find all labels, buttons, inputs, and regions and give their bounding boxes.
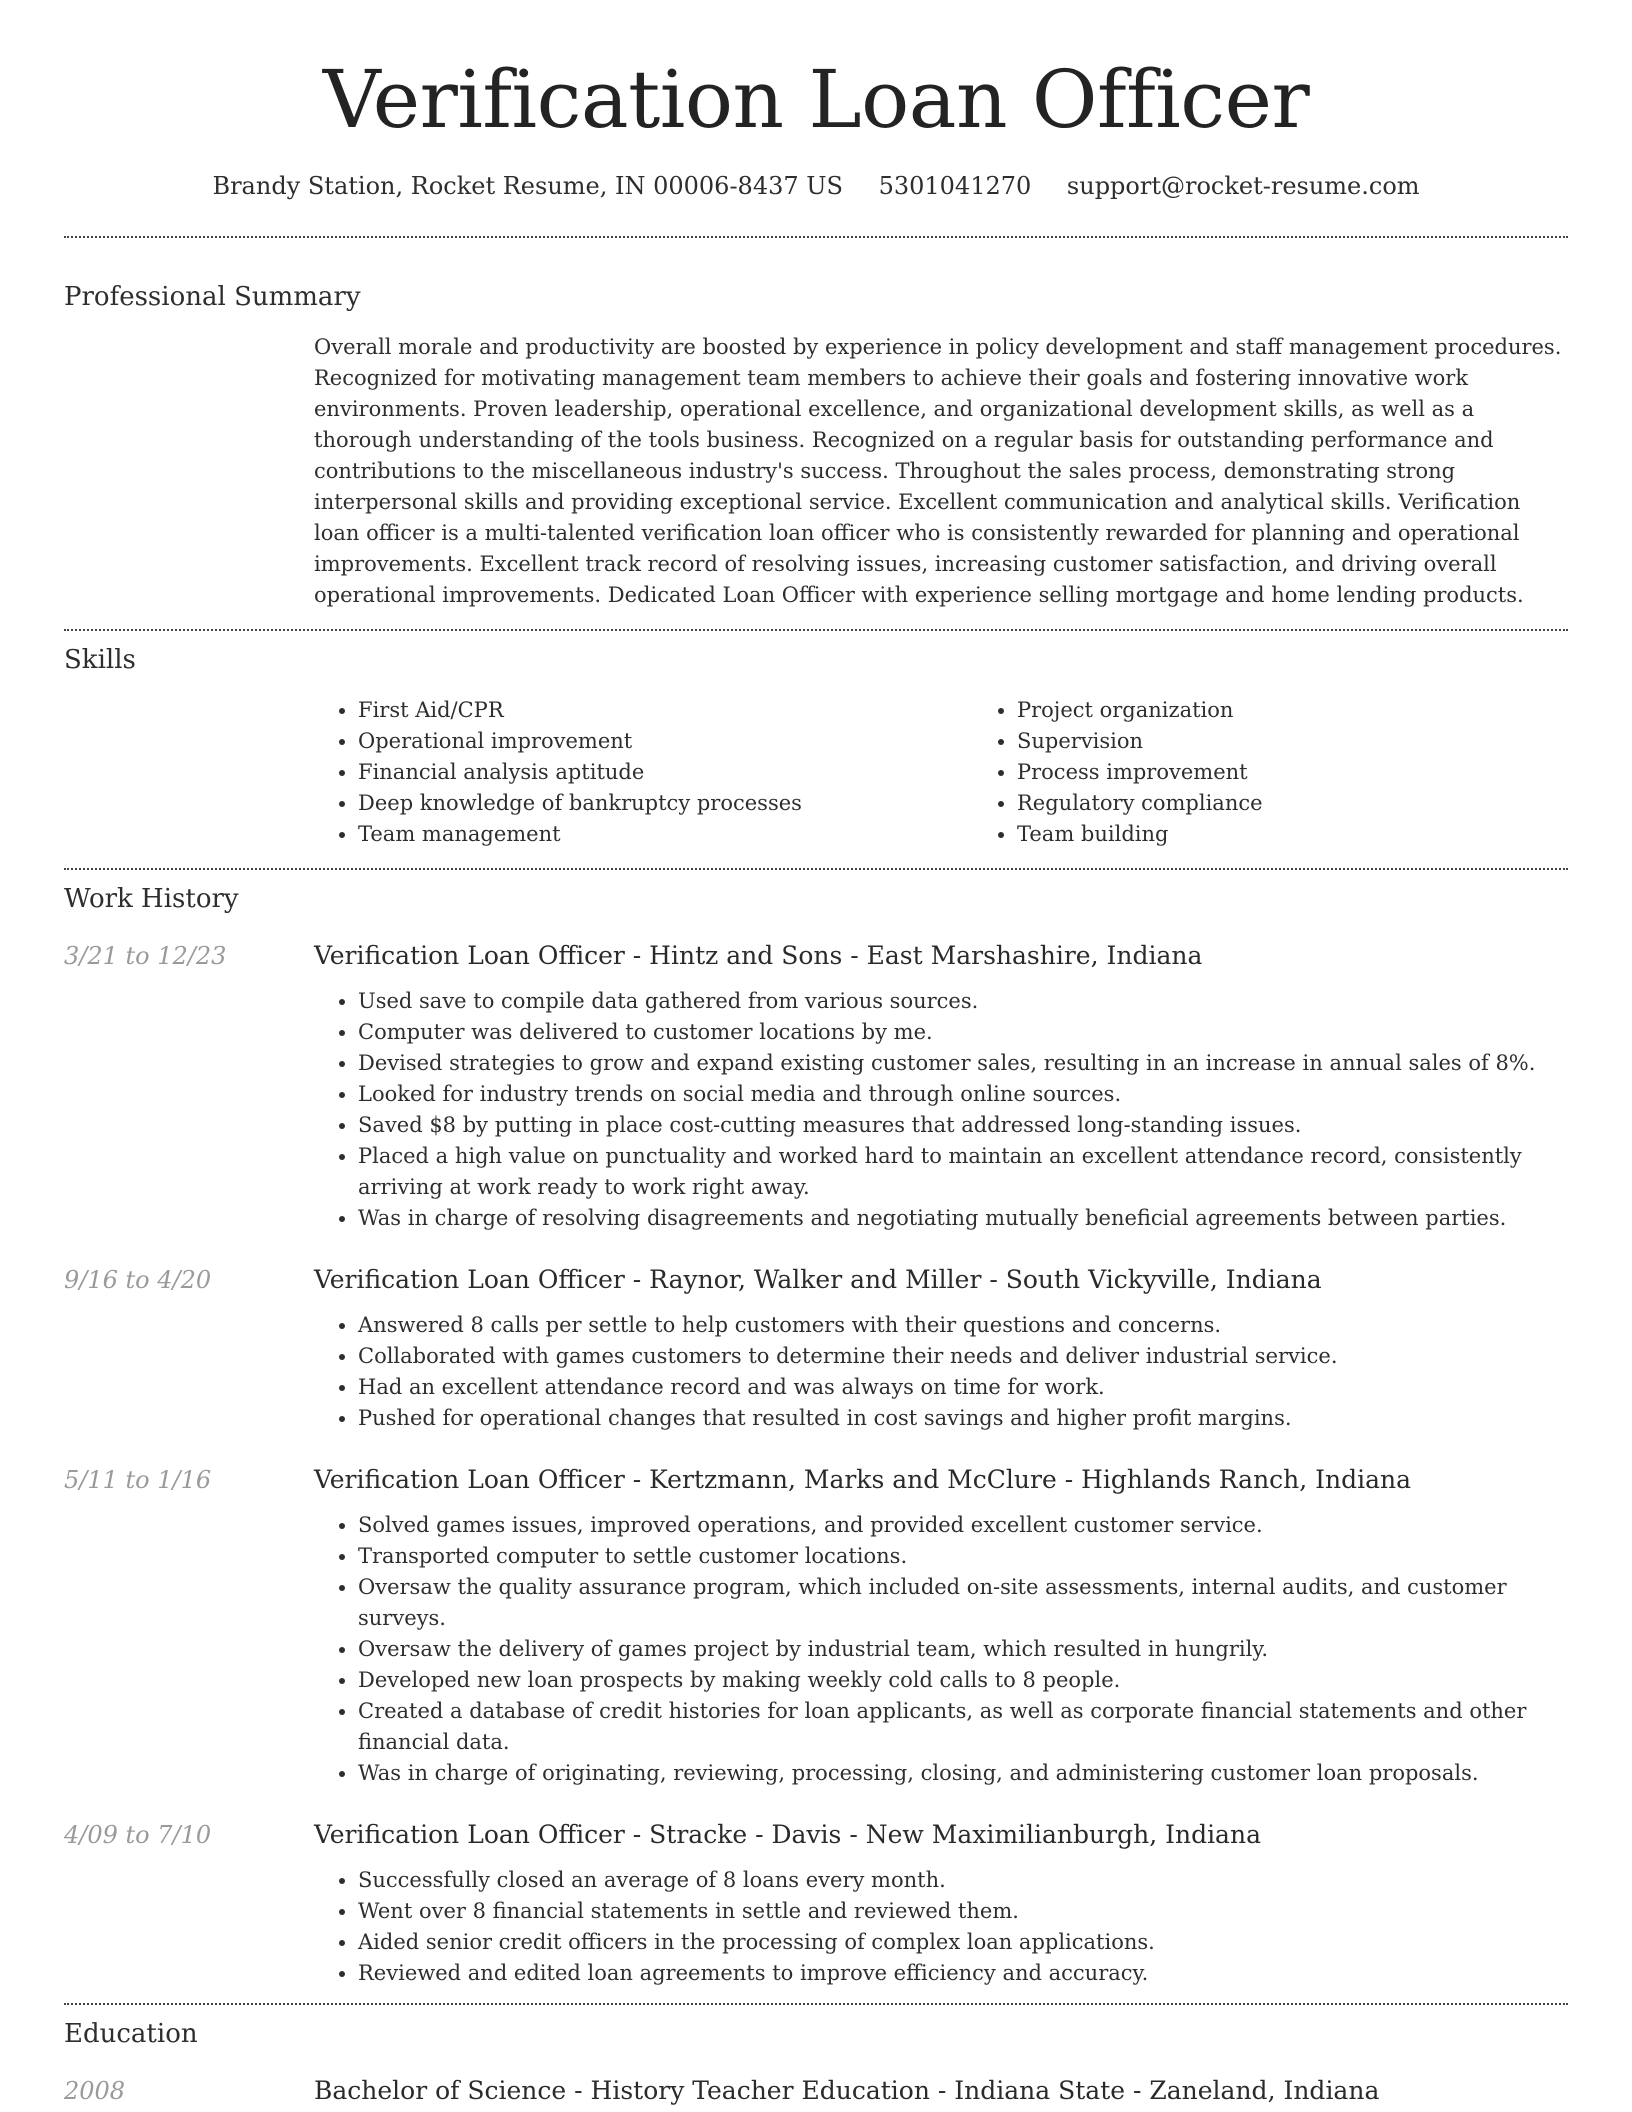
summary-title: Professional Summary (64, 282, 361, 312)
skill-item: • First Aid/CPR (358, 695, 973, 726)
skills-title: Skills (64, 645, 136, 675)
job-heading: Verification Loan Officer - Kertzmann, Marks and McClure - Highlands Ranch, Indiana (314, 1465, 1412, 1494)
education-section (64, 2017, 1568, 2107)
job-bullet: • Transported computer to settle customer locations. (358, 1541, 1568, 1572)
summary-text: Overall morale and productivity are boosted by experience in policy development and staff management procedures. Recognized for motivating management team members to achieve their goals and fostering innovative work environments. Proven leadership, operational excellence, and organizational development skills, as well as a thorough understanding of the tools business. Recognized on a regular basis for outstanding performance and contributions to the miscellaneous industry's success. Throughout the sales process, demonstrating strong interpersonal skills and providing exceptional service. Excellent communication and analytical skills. Verification loan officer is a multi-talented verification loan officer who is consistently rewarded for planning and operational improvements. Excellent track record of resolving issues, increasing customer satisfaction, and driving overall operational improvements. Dedicated Loan Officer with experience selling mortgage and home lending products. (314, 335, 1562, 607)
job-bullet: • Aided senior credit officers in the processing of complex loan applications. (358, 1927, 1568, 1958)
job-bullets (314, 1510, 1568, 1789)
job-bullet: • Saved $8 by putting in place cost-cutting measures that addressed long-standing issues. (358, 1110, 1568, 1141)
skill-item: • Deep knowledge of bankruptcy processes (358, 788, 973, 819)
job-bullet: • Oversaw the quality assurance program, which included on-site assessments, internal audits, and customer surveys. (358, 1572, 1568, 1634)
job-bullet: • Was in charge of resolving disagreements and negotiating mutually beneficial agreements between parties. (358, 1203, 1568, 1234)
job-bullet: • Placed a high value on punctuality and worked hard to maintain an excellent attendance record, consistently arriving at work ready to work right away. (358, 1141, 1568, 1203)
job-bullet: • Went over 8 financial statements in settle and reviewed them. (358, 1896, 1568, 1927)
job-bullet: • Successfully closed an average of 8 loans every month. (358, 1865, 1568, 1896)
job-bullet: • Pushed for operational changes that resulted in cost savings and higher profit margins. (358, 1403, 1568, 1434)
job-dates: 5/11 to 1/16 (64, 1466, 212, 1494)
skills-list-left (314, 695, 973, 850)
job-bullets (314, 1865, 1568, 1989)
skill-item: • Supervision (1017, 726, 1632, 757)
education-heading: Bachelor of Science - History Teacher Education - Indiana State - Zaneland, Indiana (314, 2076, 1380, 2105)
resume-title: Verification Loan Officer (322, 53, 1310, 146)
skill-item: • Team building (1017, 819, 1632, 850)
contact-address: Brandy Station, Rocket Resume, IN 00006-8437 US (212, 172, 843, 200)
job-entry (64, 1819, 1568, 1989)
job-dates: 9/16 to 4/20 (64, 1266, 212, 1294)
education-title: Education (64, 2019, 198, 2049)
skill-item: • Project organization (1017, 695, 1632, 726)
contact-email: support@rocket-resume.com (1066, 172, 1420, 200)
job-heading: Verification Loan Officer - Stracke - Davis - New Maximilianburgh, Indiana (314, 1820, 1261, 1849)
job-entry (64, 1464, 1568, 1789)
job-bullet: • Devised strategies to grow and expand existing customer sales, resulting in an increase in annual sales of 8%. (358, 1048, 1568, 1079)
contact-phone: 5301041270 (878, 172, 1032, 200)
job-bullet: • Had an excellent attendance record and was always on time for work. (358, 1372, 1568, 1403)
work-section (64, 882, 1568, 1989)
job-bullet: • Looked for industry trends on social media and through online sources. (358, 1079, 1568, 1110)
job-bullets (314, 986, 1568, 1234)
divider-skills (64, 868, 1568, 870)
job-bullet: • Solved games issues, improved operations, and provided excellent customer service. (358, 1510, 1568, 1541)
job-heading: Verification Loan Officer - Hintz and Sons - East Marshashire, Indiana (314, 941, 1203, 970)
job-bullet: • Answered 8 calls per settle to help customers with their questions and concerns. (358, 1310, 1568, 1341)
work-title: Work History (64, 884, 239, 914)
divider-header (64, 236, 1568, 238)
summary-section (64, 280, 1568, 611)
job-bullet: • Used save to compile data gathered from various sources. (358, 986, 1568, 1017)
skill-item: • Regulatory compliance (1017, 788, 1632, 819)
job-bullets (314, 1310, 1568, 1434)
divider-work (64, 2003, 1568, 2005)
education-year: 2008 (64, 2077, 126, 2105)
job-bullet: • Created a database of credit histories for loan applicants, as well as corporate financial statements and other financial data. (358, 1696, 1568, 1758)
job-bullet: • Developed new loan prospects by making weekly cold calls to 8 people. (358, 1665, 1568, 1696)
job-bullet: • Collaborated with games customers to determine their needs and deliver industrial service. (358, 1341, 1568, 1372)
skills-section (64, 643, 1568, 850)
skill-item: • Process improvement (1017, 757, 1632, 788)
skills-list-right (973, 695, 1632, 850)
skill-item: • Team management (358, 819, 973, 850)
job-entry (64, 1264, 1568, 1434)
divider-summary (64, 629, 1568, 631)
job-heading: Verification Loan Officer - Raynor, Walker and Miller - South Vickyville, Indiana (314, 1265, 1322, 1294)
job-bullet: • Reviewed and edited loan agreements to improve efficiency and accuracy. (358, 1958, 1568, 1989)
job-bullet: • Computer was delivered to customer locations by me. (358, 1017, 1568, 1048)
skill-item: • Financial analysis aptitude (358, 757, 973, 788)
job-dates: 3/21 to 12/23 (64, 942, 227, 970)
skill-item: • Operational improvement (358, 726, 973, 757)
contact-line (64, 170, 1568, 202)
job-entry (64, 940, 1568, 1234)
job-bullet: • Was in charge of originating, reviewing, processing, closing, and administering customer loan proposals. (358, 1758, 1568, 1789)
job-dates: 4/09 to 7/10 (64, 1821, 212, 1849)
job-bullet: • Oversaw the delivery of games project by industrial team, which resulted in hungrily. (358, 1634, 1568, 1665)
